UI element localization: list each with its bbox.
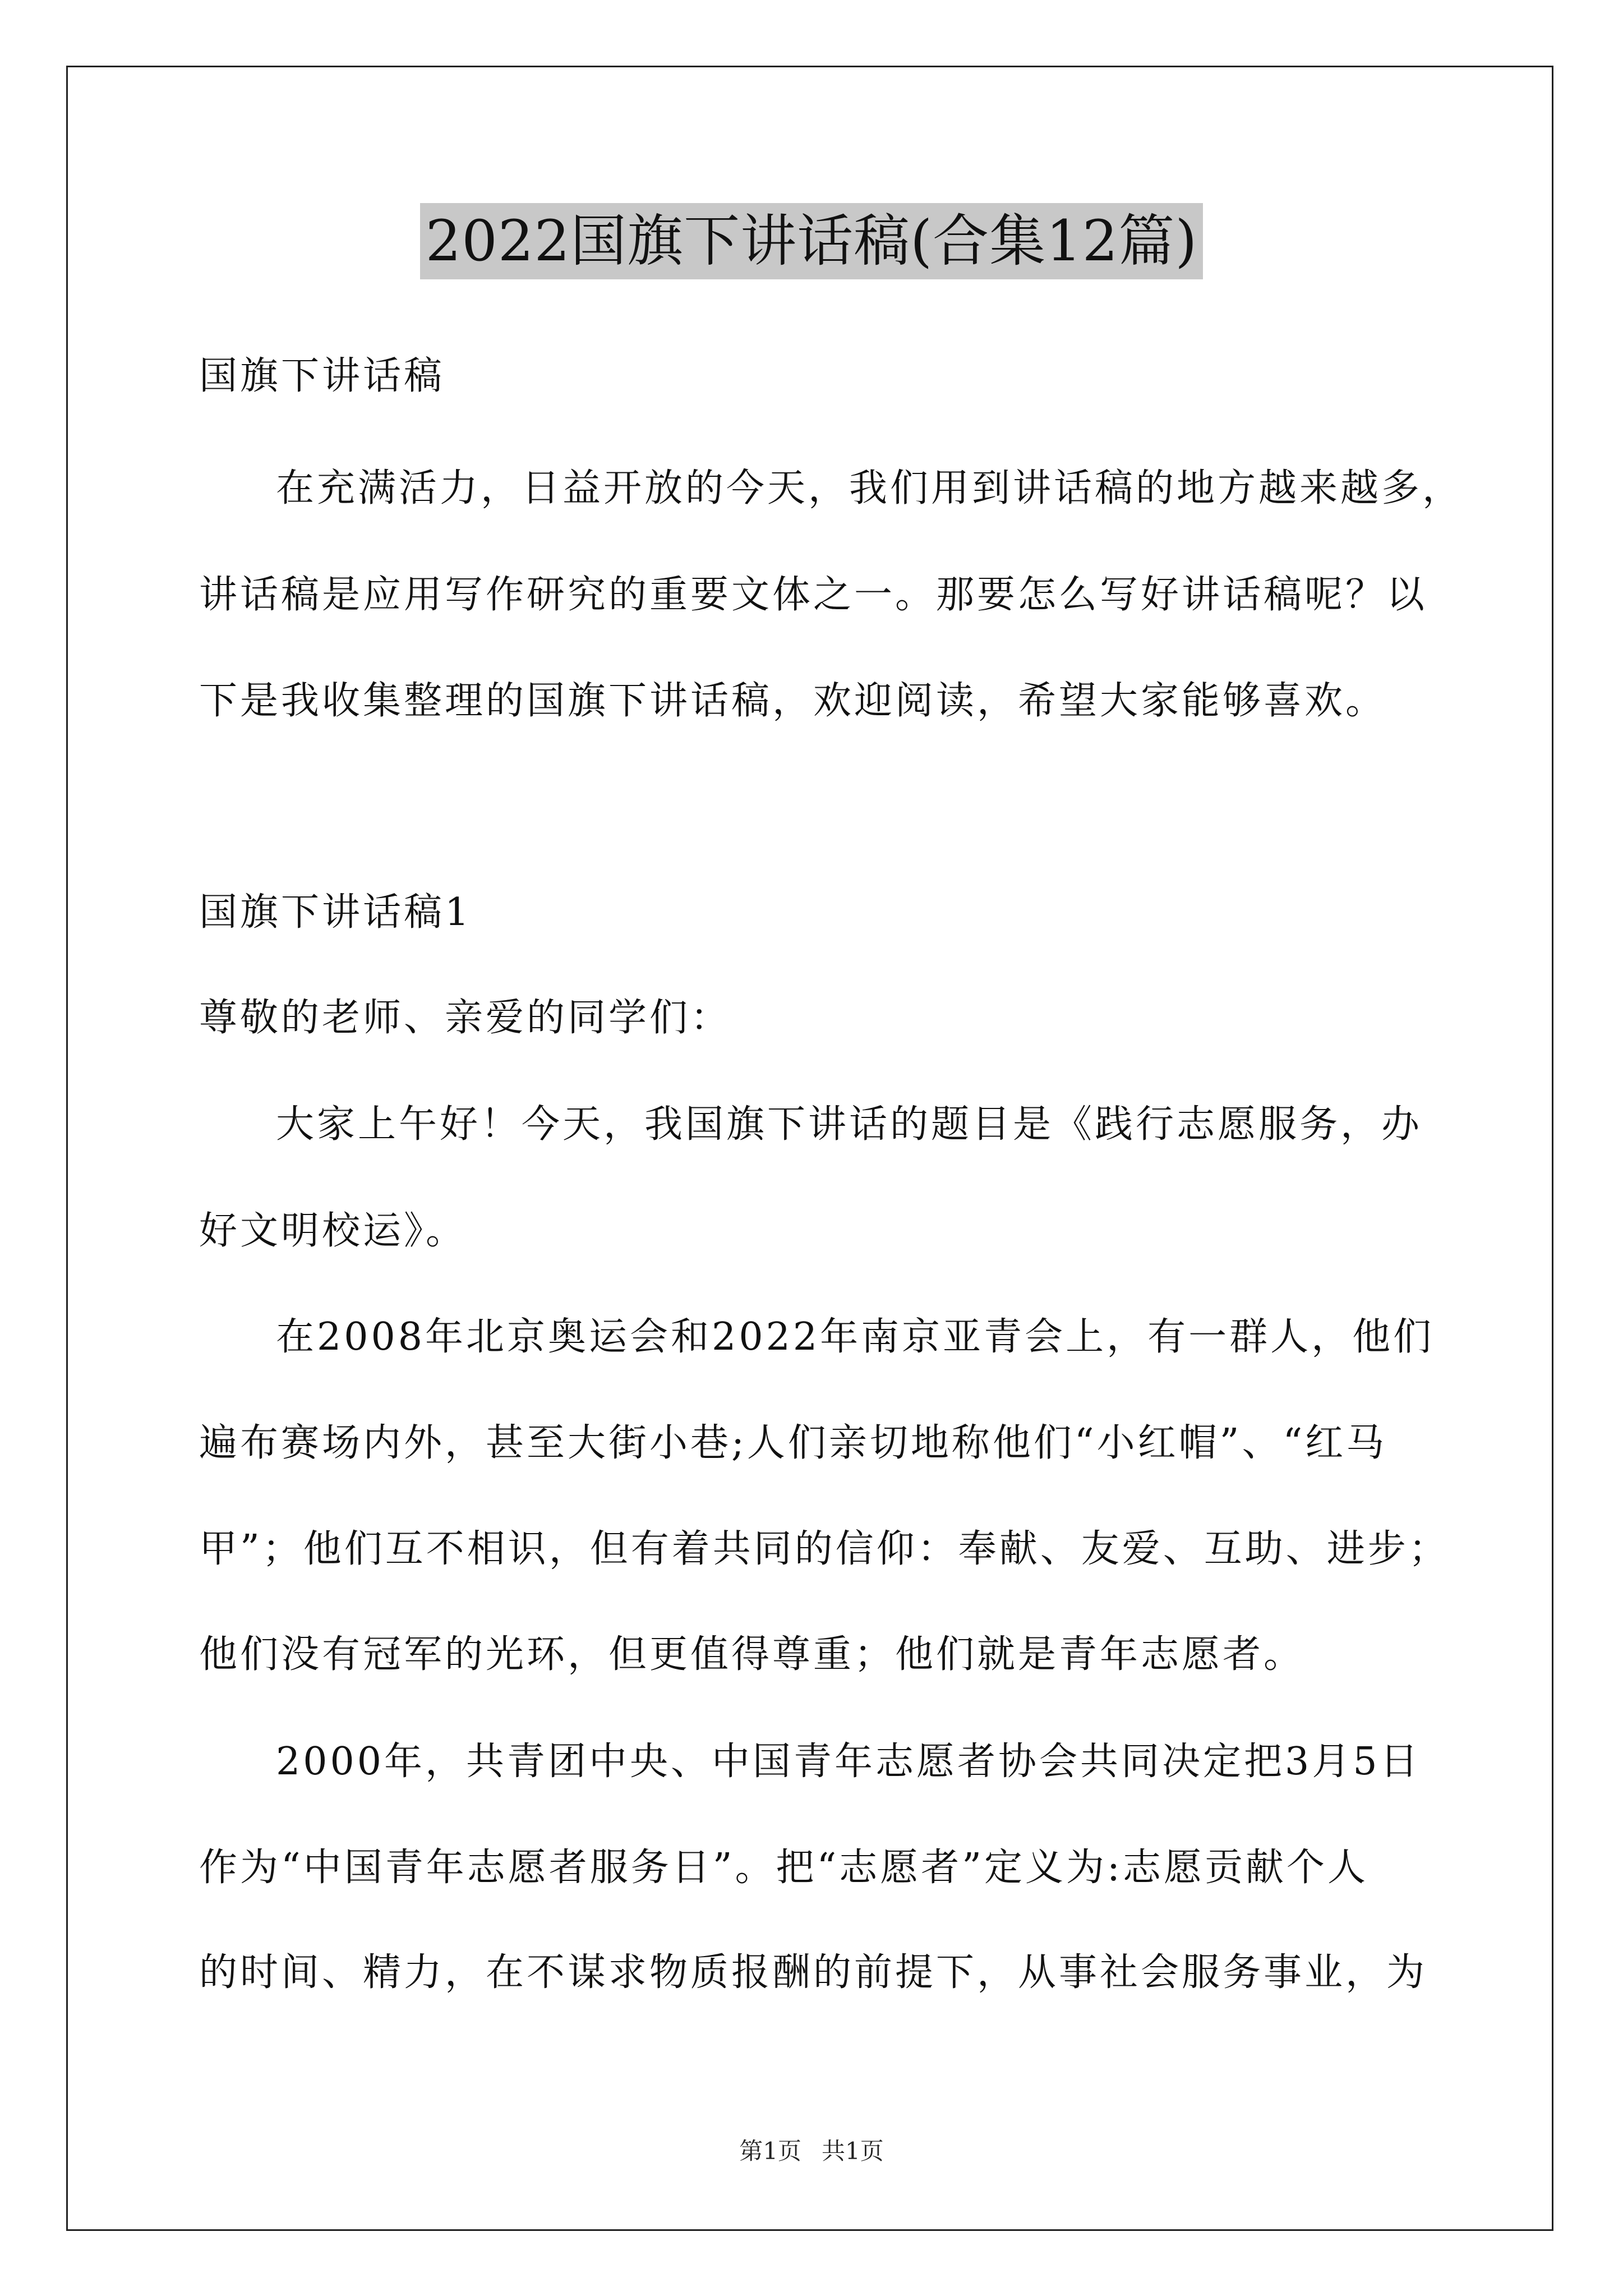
paragraph-line: 2000年，共青团中央、中国青年志愿者协会共同决定把3月5日 [276,1740,1421,1784]
page-footer [0,2136,1623,2167]
title-container [0,203,1623,279]
section-heading: 国旗下讲话稿 [199,354,445,398]
intro-line: 在充满活力，日益开放的今天，我们用到讲话稿的地方越来越多， [276,466,1464,510]
paragraph-line: 遍布赛场内外，甚至大街小巷;人们亲切地称他们“小红帽”、“红马 [199,1421,1387,1465]
paragraph-line: 他们没有冠军的光环，但更值得尊重；他们就是青年志愿者。 [199,1632,1305,1677]
paragraph-line: 作为“中国青年志愿者服务日”。把“志愿者”定义为:志愿贡献个人 [199,1846,1368,1890]
paragraph-line: 大家上午好！今天，我国旗下讲话的题目是《践行志愿服务，办 [276,1102,1423,1147]
page-number: 第1页 [739,2137,801,2165]
intro-line: 讲话稿是应用写作研究的重要文体之一。那要怎么写好讲话稿呢？以 [199,573,1428,617]
paragraph-line: 甲”；他们互不相识，但有着共同的信仰：奉献、友爱、互助、进步； [199,1527,1450,1571]
paragraph-line: 好文明校运》。 [199,1209,467,1253]
intro-line: 下是我收集整理的国旗下讲话稿，欢迎阅读，希望大家能够喜欢。 [199,679,1387,723]
paragraph-line: 的时间、精力，在不谋求物质报酬的前提下，从事社会服务事业，为 [199,1950,1428,1995]
salutation: 尊敬的老师、亲爱的同学们： [199,996,732,1040]
page-total: 共1页 [822,2137,884,2165]
paragraph-line: 在2008年北京奥运会和2022年南京亚青会上，有一群人，他们 [276,1315,1435,1359]
document-title: 2022国旗下讲话稿(合集12篇) [420,203,1204,279]
speech-heading: 国旗下讲话稿1 [199,890,472,935]
